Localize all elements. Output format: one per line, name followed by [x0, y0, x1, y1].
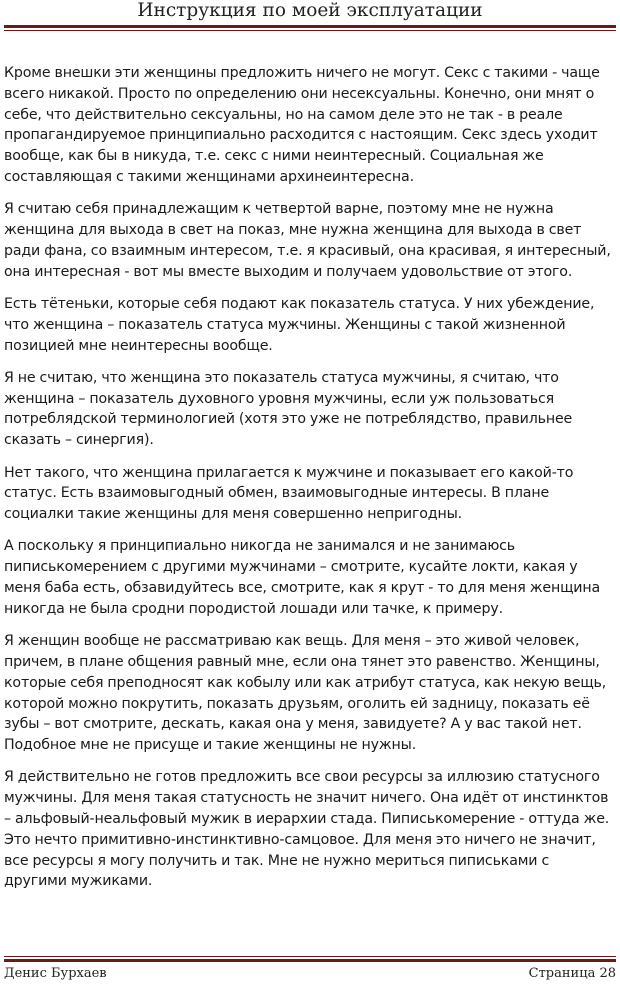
header-rule	[4, 25, 616, 28]
paragraph: Я действительно не готов предложить все свои ресурсы за иллюзию статусного мужчины. Для меня такая статусность не значит ничего. Она идёт от инстинктов – альфовый-неальфовый мужик в иерархии стада. Пиписькомерение - оттуда же. Это нечто примитивно-инстинктивно-самцовое. Для меня это ничего не значит, все ресурсы я могу получить и так. Мне не нужно мериться пиписьками с другими мужиками.	[4, 769, 610, 890]
footer-author: Денис Бурхаев	[4, 966, 107, 981]
footer-page-number: Страница 28	[528, 966, 616, 981]
paragraph: Кроме внешки эти женщины предложить ничего не могут. Секс с такими - чаще всего никакой. Просто по определению они несексуальны. Конечно, они мнят о себе, что действительно сексуальны, но на самом деле это не так - в реале пропагандируемое принципиально расходится с настоящим. Секс здесь уходит вообще, как бы в никуда, т.е. секс с ними неинтересный. Социальная же составляющая с такими женщинами архинеинтересна.	[4, 65, 600, 185]
document-body	[4, 63, 614, 904]
paragraph: Нет такого, что женщина прилагается к мужчине и показывает его какой-то статус. Есть взаимовыгодный обмен, взаимовыгодные интересы. В плане социалки такие женщины для меня совершенно непригодны.	[4, 464, 574, 523]
footer-rule	[4, 959, 616, 962]
paragraph: Я не считаю, что женщина это показатель статуса мужчины, я считаю, что женщина – показатель духовного уровня мужчины, если уж пользоваться потреблядской терминологией (хотя это уже не потреблядство, правильнее сказать – синергия).	[4, 369, 573, 449]
paragraph: А поскольку я принципиально никогда не занимался и не занимаюсь пиписькомерением с другими мужчинами – смотрите, кусайте локти, какая у меня баба есть, обзавидуйтесь все, смотрите, как я крут - то для меня женщина никогда не была сродни породистой лошади или тачке, к примеру.	[4, 538, 601, 617]
page-header-title: Инструкция по моей эксплуатации	[137, 0, 483, 21]
paragraph: Я считаю себя принадлежащим к четвертой варне, поэтому мне не нужна женщина для выхода в свет на показ, мне нужна женщина для выхода в свет ради фана, со взаимным интересом, т.е. я красивый, она красивая, я интересный, она интересная - вот мы вместе выходим и получаем удовольствие от этого.	[4, 201, 611, 280]
footer-rule-thin	[4, 956, 616, 957]
paragraph: Я женщин вообще не рассматриваю как вещь. Для меня – это живой человек, причем, в плане общения равный мне, если она тянет это равенство. Женщины, которые себя преподносят как кобылу или как атрибут статуса, как некую вещь, которой можно покрутить, показать друзьям, оголить ей задницу, показать её зубы – вот смотрите, дескать, какая она у меня, завидуете? А у вас такой нет. Подобное мне не присуще и такие женщины не нужны.	[4, 633, 607, 754]
paragraph: Есть тётеньки, которые себя подают как показатель статуса. У них убеждение, что женщина – показатель статуса мужчины. Женщины с такой жизненной позицией мне неинтересны вообще.	[4, 295, 595, 354]
header-rule-thin	[4, 30, 616, 31]
